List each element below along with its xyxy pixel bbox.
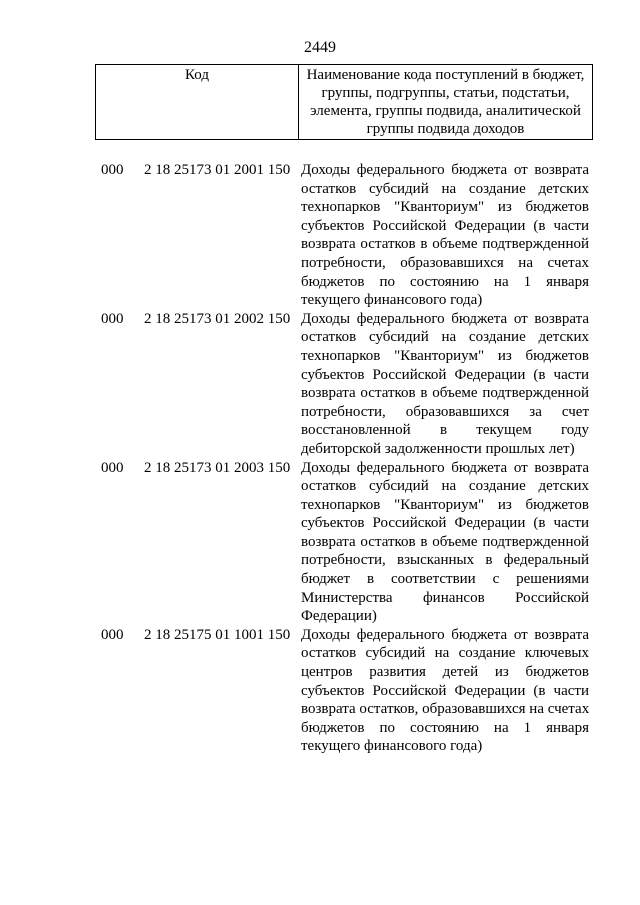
income-code: 2 18 25173 01 2002 150	[144, 310, 291, 327]
description-line: возврата остатков в объеме подтвержденной	[301, 533, 589, 550]
description-line: остатков субсидий на создание ключевых	[301, 645, 589, 662]
admin-code: 000	[101, 162, 124, 178]
description-line: субъектов Российской Федерации (в части	[301, 366, 589, 383]
description-line: возврата остатков, образовавшихся на счетах	[301, 701, 590, 718]
description-line: восстановленной в текущем году	[301, 422, 589, 439]
income-code: 2 18 25175 01 1001 150	[144, 626, 291, 643]
description-line: центров развития детей из бюджетов	[301, 664, 589, 681]
description-line: Доходы федерального бюджета от возврата	[301, 626, 589, 643]
header-code-column: Код	[96, 65, 299, 139]
description-line: Федерации)	[301, 608, 377, 625]
description-line: бюджетов по состоянию на 1 января	[301, 719, 589, 736]
table-row	[0, 459, 640, 626]
description-line: текущего финансового года)	[301, 292, 483, 309]
description-line: возврата остатков в объеме подтвержденной	[301, 236, 589, 253]
income-description	[301, 459, 589, 626]
description-line: субъектов Российской Федерации (в части	[301, 515, 589, 532]
income-code: 2 18 25173 01 2001 150	[144, 162, 291, 178]
table-row	[0, 161, 640, 310]
description-line: потребности, образовавшихся на счетах	[301, 254, 589, 271]
income-description	[301, 161, 589, 310]
admin-code: 000	[101, 310, 124, 327]
table-row	[0, 310, 640, 459]
income-description	[301, 626, 589, 756]
description-line: текущего финансового года)	[301, 738, 483, 755]
description-line: бюджет в соответствии с решениями	[301, 571, 589, 588]
description-line: технопарков "Кванториум" из бюджетов	[301, 496, 589, 513]
table-header	[95, 64, 593, 140]
description-line: технопарков "Кванториум" из бюджетов	[301, 347, 589, 364]
admin-code: 000	[101, 626, 124, 643]
description-line: Доходы федерального бюджета от возврата	[301, 310, 589, 327]
income-description	[301, 310, 589, 459]
description-line: остатков субсидий на создание детских	[301, 329, 589, 346]
description-line: Министерства финансов Российской	[301, 589, 589, 606]
page-number: 2449	[304, 39, 336, 56]
description-line: остатков субсидий на создание детских	[301, 478, 589, 495]
income-code: 2 18 25173 01 2003 150	[144, 459, 291, 476]
entries-list	[0, 161, 640, 756]
table-row	[0, 626, 640, 756]
description-line: потребности, образовавшихся за счет	[301, 403, 589, 420]
description-line: потребности, взысканных в федеральный	[301, 552, 589, 569]
description-line: субъектов Российской Федерации (в части	[301, 682, 589, 699]
description-line: бюджетов по состоянию на 1 января	[301, 273, 589, 290]
description-line: возврата остатков в объеме подтвержденной	[301, 385, 589, 402]
admin-code: 000	[101, 459, 124, 476]
description-line: Доходы федерального бюджета от возврата	[301, 459, 589, 476]
description-line: остатков субсидий на создание детских	[301, 180, 589, 197]
description-line: Доходы федерального бюджета от возврата	[301, 162, 589, 178]
description-line: дебиторской задолженности прошлых лет)	[301, 440, 575, 457]
description-line: субъектов Российской Федерации (в части	[301, 217, 589, 234]
header-name-column: Наименование кода поступлений в бюджет, группы, подгруппы, статьи, подстатьи, элемента, группы подвида, аналитической группы подвида доходов	[306, 67, 585, 137]
description-line: технопарков "Кванториум" из бюджетов	[301, 199, 589, 216]
